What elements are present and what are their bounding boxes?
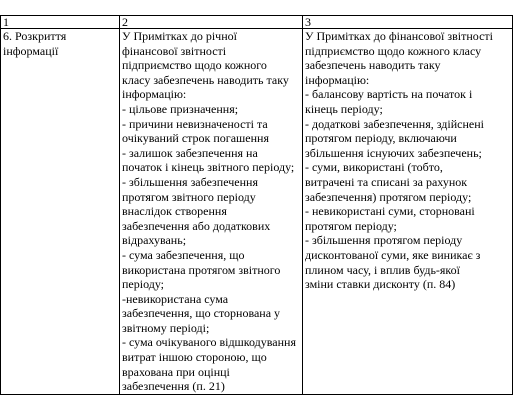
text-line: класу забезпечень наводить таку bbox=[122, 72, 289, 87]
text-line: внаслідок створення bbox=[122, 204, 227, 219]
header-cell-1: 1 bbox=[1, 16, 120, 29]
text-line: -невикористана сума bbox=[122, 291, 229, 306]
text-line: використана протягом звітного bbox=[122, 262, 281, 277]
text-line: зміни ставки дисконту (п. 84) bbox=[305, 277, 456, 292]
text-line: звітному періоді; bbox=[122, 320, 210, 335]
text-line: збільшення існуючих забезпечень; bbox=[305, 145, 482, 160]
text-line: протягом періоду; bbox=[305, 218, 397, 233]
text-line: - збільшення забезпечення bbox=[122, 174, 258, 189]
text-line: забезпечення (п. 21) bbox=[122, 379, 225, 394]
text-line: - цільове призначення; bbox=[122, 101, 239, 116]
text-line: забезпечення, що сторнована у bbox=[122, 306, 281, 321]
text-line: протягом звітного періоду bbox=[122, 189, 256, 204]
text-line: - невикористані суми, сторновані bbox=[305, 204, 475, 219]
document-table bbox=[0, 15, 513, 395]
table-header-row bbox=[1, 16, 513, 29]
text-line: інформацію: bbox=[122, 87, 187, 102]
text-line: витрачені та списані за рахунок bbox=[305, 174, 468, 189]
text-line: - сума забезпечення, що bbox=[122, 247, 245, 262]
text-line: забезпечення або додаткових bbox=[122, 218, 271, 233]
text-line: - додаткові забезпечення, здійснені bbox=[305, 116, 484, 131]
text-line: плином часу, і вплив будь-якої bbox=[305, 262, 460, 277]
text-line: підприємство щодо кожного bbox=[122, 58, 267, 73]
text-line: - сума очікуваного відшкодування bbox=[122, 335, 296, 350]
text-line: забезпечення) протягом періоду; bbox=[305, 189, 472, 204]
text-line: забезпечень наводить таку bbox=[305, 58, 441, 73]
text-line: інформації bbox=[3, 43, 59, 58]
text-line: дисконтованої суми, яке виникає з bbox=[305, 247, 481, 262]
text-line: очікуваний строк погашення bbox=[122, 131, 269, 146]
text-line: - залишок забезпечення на bbox=[122, 145, 258, 160]
text-line: підприємство щодо кожного класу bbox=[305, 43, 482, 58]
text-line: фінансової звітності bbox=[122, 43, 227, 58]
text-line: У Примітках до фінансової звітності bbox=[305, 29, 493, 43]
text-line: - балансову вартість на початок і bbox=[305, 87, 473, 102]
text-line: початок і кінець звітного періоду; bbox=[122, 160, 295, 175]
text-line: кінець періоду; bbox=[305, 101, 383, 116]
text-line: - суми, використані (тобто, bbox=[305, 160, 443, 175]
table-row bbox=[1, 29, 513, 395]
text-line: - причини невизначеності та bbox=[122, 116, 268, 131]
text-line: протягом періоду, включаючи bbox=[305, 131, 457, 146]
text-line: витрат іншою стороною, що bbox=[122, 350, 267, 365]
text-line: відрахувань; bbox=[122, 233, 187, 248]
text-line: - збільшення протягом періоду bbox=[305, 233, 463, 248]
text-line: періоду; bbox=[122, 277, 165, 292]
text-line: У Примітках до річної bbox=[122, 29, 237, 43]
annual-report-requirements-cell bbox=[120, 29, 303, 395]
text-line: врахована при оцінці bbox=[122, 364, 230, 379]
header-cell-3: 3 bbox=[303, 16, 513, 29]
text-line: 6. Розкриття bbox=[3, 29, 67, 43]
header-cell-2: 2 bbox=[120, 16, 303, 29]
text-line: інформацію: bbox=[305, 72, 370, 87]
financial-report-requirements-cell bbox=[303, 29, 513, 395]
section-title-cell bbox=[1, 29, 120, 395]
